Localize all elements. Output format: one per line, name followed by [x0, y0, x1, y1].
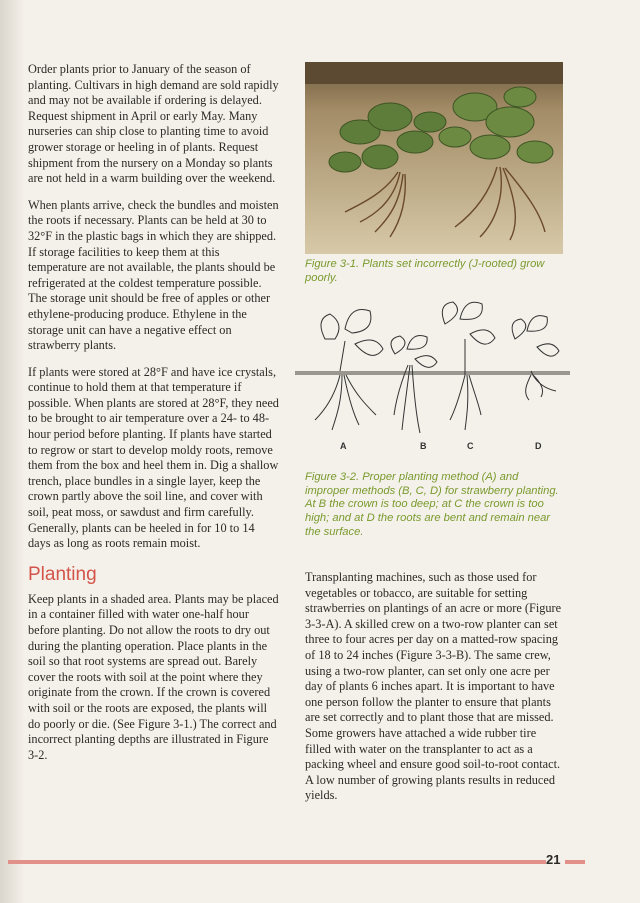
figure-label-c: C [467, 441, 474, 452]
paragraph-planting: Keep plants in a shaded area. Plants may be placed in a container filled with water one-half hour before planting. Do not allow the roots to dry out during the planting operation. Place plants in the soil so that root systems are spread out. Barely cover the roots with soil at the point where they originate from the crown. If the crown is covered with soil or the roots are exposed, the plants will do poorly or die. (See Figure 3-1.) The correct and incorrect planting depths are illustrated in Figure 3-2. [28, 591, 279, 762]
figure-label-a: A [340, 441, 347, 452]
section-heading-planting: Planting [28, 563, 97, 585]
page-gutter-shade [0, 0, 24, 903]
footer-rule [8, 860, 546, 864]
paragraph-transplanting: Transplanting machines, such as those used for vegetables or tobacco, are suitable for setting strawberries on plantings of an acre or more (Figure 3-3-A). A skilled crew on a two-row planter can set three to four acres per day on a matted-row spacing of 18 to 24 inches (Figure 3-3-B). The same crew, using a two-row planter, can set only one acre per day of plants 6 inches apart. It is important to have one person follow the planter to ensure that plants are set correctly and to plant those that are missed. Some growers have attached a wide rubber tire filled with water on the transplanter to act as a packing wheel and ensure good soil-to-root contact. A low number of growing plants results in reduced yields. [305, 570, 562, 803]
paragraph-storage: If plants were stored at 28°F and have ice crystals, continue to hold them at that temperature if possible. When plants are stored at 28°F, they need to be brought to air temperature over a 24- to 48-hour period before planting. If plants have started to regrow or start to develop moldy roots, remove them from the box and heel them in. Dig a shallow trench, place bundles in a single layer, keep the crown partly above the soil line, and cover with soil, peat moss, or sawdust and firm carefully. Generally, plants can be heeled in for 10 to 14 days as long as roots remain moist. [28, 364, 279, 551]
figure-3-2-caption: Figure 3-2. Proper planting method (A) and improper methods (B, C, D) for strawberry planting. At B the crown is too deep; at C the crown is too high; and at D the roots are bent and remain near the surface. [305, 471, 559, 538]
paragraph-ordering: Order plants prior to January of the season of planting. Cultivars in high demand are sold rapidly and may not be available if ordering is delayed. Request shipment in April or early May. Many nurseries can ship close to planting time to avoid grower storage or heeling in of plants. Request shipment from the nursery on a Monday so plants are not held in a warm building over the weekend. [28, 62, 279, 186]
figure-3-1-photo [305, 62, 563, 254]
right-column [305, 62, 565, 539]
right-column-text [305, 570, 565, 815]
figure-3-2-drawing [295, 299, 570, 469]
left-column [28, 62, 280, 774]
figure-label-d: D [535, 441, 542, 452]
footer-rule-end [565, 860, 585, 864]
figure-3-1-caption: Figure 3-1. Plants set incorrectly (J-rooted) grow poorly. [305, 258, 545, 284]
page-number: 21 [546, 852, 561, 867]
paragraph-arrival: When plants arrive, check the bundles and moisten the roots if necessary. Plants can be held at 30 to 32°F in the plastic bags in which they are shipped. If storage facilities to keep them at this temperature are not available, the plants should be refrigerated at the coldest temperature possible. The storage unit should be free of apples or other ethylene-producing produce. Ethylene in the storage unit can have a negative effect on strawberry plants. [28, 197, 279, 353]
figure-label-b: B [420, 441, 427, 452]
